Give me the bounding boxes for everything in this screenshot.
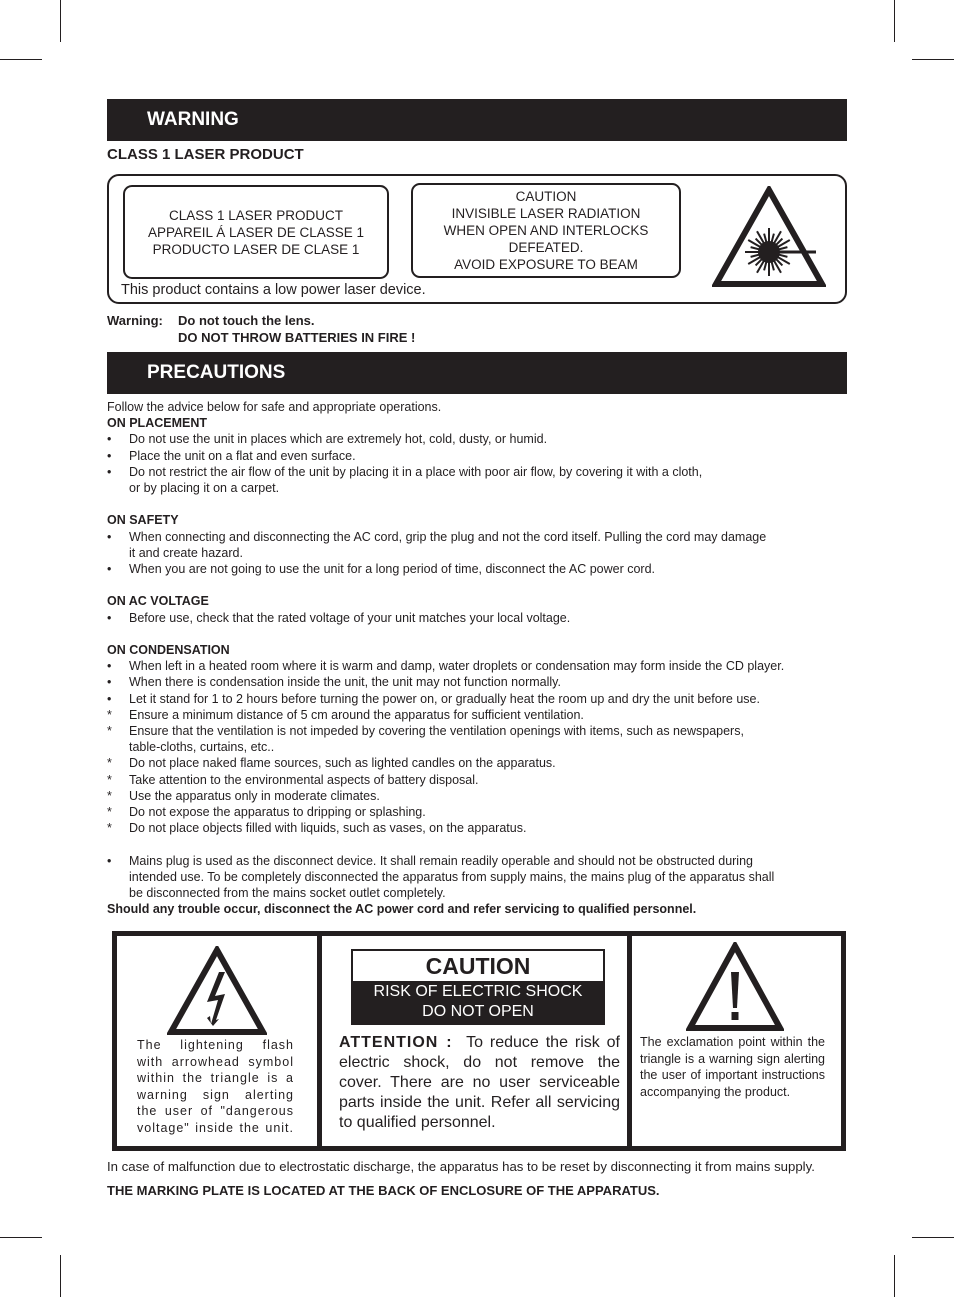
label-line: INVISIBLE LASER RADIATION (451, 206, 641, 221)
precautions-body (107, 399, 867, 917)
warning-label: Warning: (107, 313, 163, 328)
warning-line: DO NOT THROW BATTERIES IN FIRE ! (178, 329, 416, 345)
list-item: • Let it stand for 1 to 2 hours before turning the power on, or gradually heat the room up and dry the unit before use. (107, 691, 760, 706)
list-item: • Do not use the unit in places which are extremely hot, cold, dusty, or humid. (107, 432, 548, 447)
list-item: • When left in a heated room where it is warm and damp, water droplets or condensation may form inside the CD player. (107, 659, 785, 674)
list-item: * Do not expose the apparatus to dripping or splashing. (107, 805, 426, 820)
section-heading: ON CONDENSATION (107, 643, 230, 657)
list-item: * Take attention to the environmental aspects of battery disposal. (107, 772, 479, 787)
list-item: • Before use, check that the rated voltage of your unit matches your local voltage. (107, 610, 571, 625)
precautions-banner: PRECAUTIONS (107, 352, 847, 394)
crop-mark (60, 1255, 61, 1297)
crop-mark (912, 59, 954, 60)
crop-mark (894, 0, 895, 42)
caution-cell (322, 936, 632, 1146)
label-line: APPAREIL Á LASER DE CLASSE 1 (147, 224, 365, 240)
crop-mark (0, 1237, 42, 1238)
esd-note: In case of malfunction due to electrostatic discharge, the apparatus has to be reset by disconnecting it from mains supply. (107, 1159, 815, 1174)
caution-title: CAUTION (425, 953, 531, 979)
class1-title: CLASS 1 LASER PRODUCT (107, 146, 304, 163)
list-item: • When you are not going to use the unit for a long period of time, disconnect the AC power cord. (107, 562, 656, 577)
label-line: WHEN OPEN AND INTERLOCKS (443, 223, 649, 238)
label-line: CAUTION (515, 189, 577, 204)
list-item: • Place the unit on a flat and even surface. (107, 448, 356, 463)
exclamation-triangle-icon (686, 942, 784, 1033)
exclamation-cell (632, 936, 841, 1146)
list-item: * Ensure a minimum distance of 5 cm around the apparatus for sufficient ventilation. (107, 707, 584, 722)
laser-label-box (107, 174, 847, 304)
attention-text: ATTENTION : To reduce the risk of electric shock, do not remove the cover. There are no user serviceable parts inside the unit. Refer all servicing to qualified personnel. (339, 1034, 620, 1131)
caution-label (351, 949, 605, 1025)
list-item: * Ensure that the ventilation is not impeded by covering the ventilation openings with items, such as newspapers, table-cloths, curtains, etc.. (107, 724, 744, 755)
list-item: • Do not restrict the air flow of the unit by placing it in a place with poor air flow, by covering it with a cloth, or by placing it on a carpet. (107, 464, 703, 496)
class1-label (123, 185, 389, 279)
crop-mark (912, 1237, 954, 1238)
section-heading: ON PLACEMENT (107, 416, 207, 431)
laser-note: This product contains a low power laser device. (121, 282, 426, 298)
marking-plate-note: THE MARKING PLATE IS LOCATED AT THE BACK OF ENCLOSURE OF THE APPARATUS. (107, 1183, 660, 1198)
label-line: DEFEATED. (508, 240, 584, 255)
precautions-intro: Follow the advice below for safe and appropriate operations. (107, 400, 442, 414)
laser-hazard-triangle-icon (712, 186, 826, 288)
warning-line: Do not touch the lens. (178, 313, 315, 328)
label-line: PRODUCTO LASER DE CLASE 1 (152, 241, 360, 257)
crop-mark (60, 0, 61, 42)
list-item: • When connecting and disconnecting the AC cord, grip the plug and not the cord itself. Pulling the cord may damage it and create hazard. (107, 529, 767, 560)
list-item: • Mains plug is used as the disconnect device. It shall remain readily operable and should not be obstructed during intended use. To be completely disconnected the apparatus from supply mains, the mains plug of the apparatus shall be disconnected from the mains socket outlet completely. (107, 853, 775, 901)
list-item: * Do not place naked flame sources, such as lighted candles on the apparatus. (107, 756, 556, 771)
warning-banner: WARNING (107, 99, 847, 141)
warning-lines (178, 313, 415, 346)
section-heading: ON SAFETY (107, 513, 179, 528)
caution-subtitle: RISK OF ELECTRIC SHOCK DO NOT OPEN (353, 981, 603, 1023)
electric-shock-caution-panel (112, 931, 846, 1151)
crop-mark (894, 1255, 895, 1297)
lightning-triangle-icon (167, 946, 267, 1036)
list-item: * Use the apparatus only in moderate climates. (107, 788, 380, 803)
list-item: • When there is condensation inside the unit, the unit may not function normally. (107, 675, 561, 690)
crop-mark (0, 59, 42, 60)
label-line: CLASS 1 LASER PRODUCT (168, 207, 344, 223)
list-item: * Do not place objects filled with liquids, such as vases, on the apparatus. (107, 821, 527, 836)
caution-radiation-label (411, 183, 681, 278)
exclamation-explanation: The exclamation point within the triangle is a warning sign alerting the user of important instructions accompanying the product. (640, 1035, 825, 1099)
lightning-explanation: The lightening flash with arrowhead symbol within the triangle is a warning sign alerting the user of "dangerous voltage" inside the unit. (137, 1038, 294, 1135)
trouble-note: Should any trouble occur, disconnect the AC power cord and refer servicing to qualified personnel. (107, 902, 697, 917)
lightning-cell (117, 936, 322, 1146)
section-heading: ON AC VOLTAGE (107, 594, 209, 609)
label-line: AVOID EXPOSURE TO BEAM (454, 257, 638, 272)
